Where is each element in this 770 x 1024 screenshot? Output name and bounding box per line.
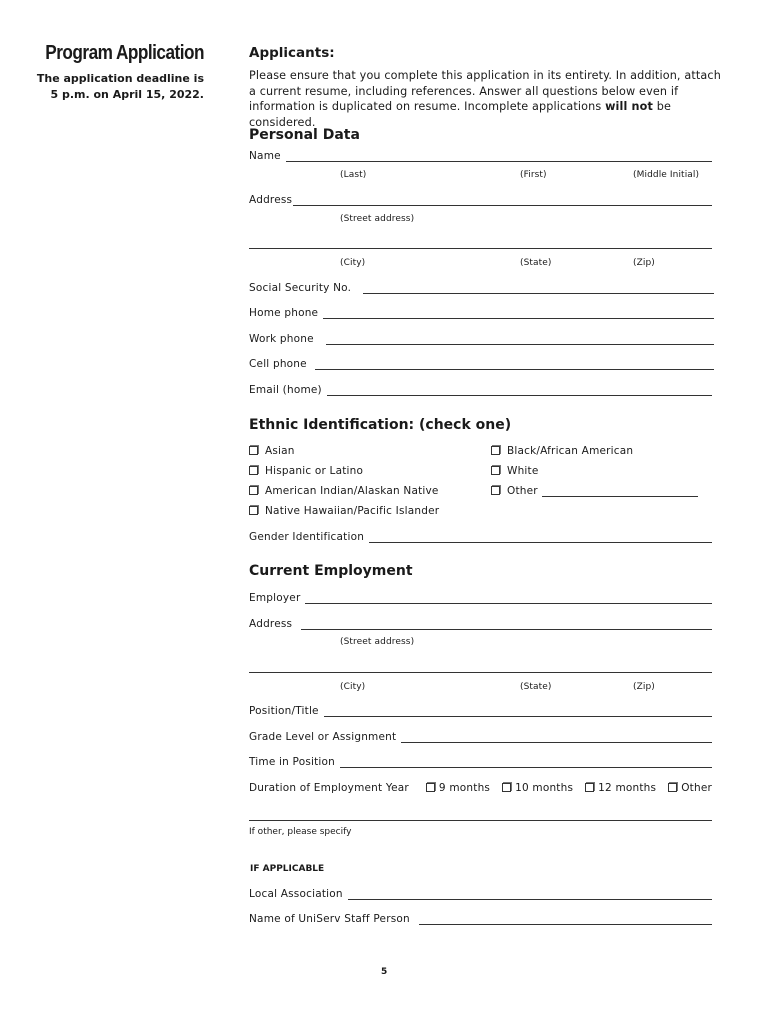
- home-phone-field[interactable]: [249, 307, 714, 319]
- position-line[interactable]: [324, 705, 712, 717]
- checkbox[interactable]: [491, 466, 500, 475]
- other-specify-note: If other, please specify: [249, 827, 352, 837]
- checkbox[interactable]: [585, 783, 594, 792]
- ssn-label: Social Security No.: [249, 282, 352, 294]
- checkbox[interactable]: [249, 506, 258, 515]
- checkbox[interactable]: [426, 783, 435, 792]
- ethnic-option-asian[interactable]: [249, 445, 295, 457]
- ethnic-option-other[interactable]: [491, 485, 698, 497]
- address-field[interactable]: [249, 194, 712, 206]
- position-field[interactable]: [249, 705, 712, 717]
- local-association-label: Local Association: [249, 888, 343, 900]
- sub-zip: (Zip): [633, 258, 655, 268]
- checkbox[interactable]: [491, 446, 500, 455]
- option-label: White: [507, 465, 539, 477]
- home-phone-line[interactable]: [323, 307, 714, 319]
- duration-option-10-months[interactable]: [502, 782, 573, 794]
- local-association-field[interactable]: [249, 888, 712, 900]
- ethnic-option-hispanic[interactable]: [249, 465, 363, 477]
- option-label: Other: [507, 485, 538, 497]
- checkbox[interactable]: [249, 466, 258, 475]
- name-label: Name: [249, 150, 281, 162]
- employer-label: Employer: [249, 592, 301, 604]
- checkbox[interactable]: [249, 486, 258, 495]
- duration-option-9-months[interactable]: [426, 782, 490, 794]
- grade-field[interactable]: [249, 731, 712, 743]
- ssn-line[interactable]: [363, 282, 714, 294]
- work-phone-line[interactable]: [326, 333, 714, 345]
- emp-city-state-zip-line[interactable]: [249, 672, 712, 673]
- ethnic-option-white[interactable]: [491, 465, 539, 477]
- sub-street-address: (Street address): [340, 214, 415, 224]
- option-label: Asian: [265, 445, 295, 457]
- ethnic-option-black[interactable]: [491, 445, 633, 457]
- work-phone-field[interactable]: [249, 333, 714, 345]
- emp-sub-zip: (Zip): [633, 682, 655, 692]
- employment-heading: Current Employment: [249, 563, 413, 579]
- uniserv-line[interactable]: [419, 913, 712, 925]
- local-association-line[interactable]: [348, 888, 712, 900]
- name-field[interactable]: [249, 150, 712, 162]
- sub-last: (Last): [340, 170, 367, 180]
- checkbox[interactable]: [491, 486, 500, 495]
- grade-line[interactable]: [401, 731, 712, 743]
- time-label: Time in Position: [249, 756, 336, 768]
- position-label: Position/Title: [249, 705, 319, 717]
- option-label: 12 months: [598, 782, 657, 794]
- intro-text: Please ensure that you complete this application in its entirety. In addition, attach a current resume, including references. Answer all questions below even if information is duplicated on resume. Incomplete applications: [249, 69, 721, 113]
- duration-option-12-months[interactable]: [585, 782, 656, 794]
- duration-option-other[interactable]: [668, 782, 712, 794]
- cell-phone-line[interactable]: [315, 358, 714, 370]
- address-label: Address: [249, 194, 293, 206]
- gender-label: Gender Identification: [249, 531, 365, 543]
- option-label: Other: [681, 782, 713, 794]
- email-field[interactable]: [249, 384, 712, 396]
- email-label: Email (home): [249, 384, 322, 396]
- gender-field[interactable]: [249, 531, 712, 543]
- employer-line[interactable]: [305, 592, 712, 604]
- emp-sub-street-address: (Street address): [340, 637, 415, 647]
- sidebar: [14, 42, 204, 103]
- page-number: 5: [381, 967, 388, 977]
- option-label: Hispanic or Latino: [265, 465, 364, 477]
- sub-city: (City): [340, 258, 366, 268]
- city-state-zip-line[interactable]: [249, 248, 712, 249]
- intro-text-end: be considered.: [249, 100, 671, 129]
- applicants-heading: Applicants:: [249, 45, 335, 61]
- cell-phone-field[interactable]: [249, 358, 714, 370]
- grade-label: Grade Level or Assignment: [249, 731, 397, 743]
- sub-first: (First): [520, 170, 547, 180]
- emp-sub-state: (State): [520, 682, 552, 692]
- employer-field[interactable]: [249, 592, 712, 604]
- option-label: Black/African American: [507, 445, 634, 457]
- ethnic-option-native-hawaiian[interactable]: [249, 505, 439, 517]
- checkbox[interactable]: [249, 446, 258, 455]
- other-ethnic-line[interactable]: [542, 485, 698, 497]
- cell-phone-label: Cell phone: [249, 358, 307, 370]
- applicants-intro: [249, 68, 729, 130]
- deadline-line-2: 5 p.m. on April 15, 2022.: [50, 88, 204, 101]
- work-phone-label: Work phone: [249, 333, 314, 345]
- personal-data-heading: Personal Data: [249, 127, 360, 143]
- sub-middle-initial: (Middle Initial): [633, 170, 700, 180]
- ethnic-option-american-indian[interactable]: [249, 485, 439, 497]
- employment-address-line[interactable]: [301, 618, 712, 630]
- duration-field: [249, 782, 712, 794]
- address-line[interactable]: [293, 194, 712, 206]
- other-duration-line[interactable]: [249, 820, 712, 821]
- uniserv-field[interactable]: [249, 913, 712, 925]
- name-line[interactable]: [286, 150, 712, 162]
- sub-state: (State): [520, 258, 552, 268]
- time-line[interactable]: [340, 756, 712, 768]
- checkbox[interactable]: [502, 783, 511, 792]
- employment-address-label: Address: [249, 618, 293, 630]
- deadline-line-1: The application deadline is: [36, 72, 204, 85]
- time-in-position-field[interactable]: [249, 756, 712, 768]
- intro-emphasis: will not: [605, 100, 653, 113]
- checkbox[interactable]: [668, 783, 677, 792]
- email-line[interactable]: [327, 384, 712, 396]
- gender-line[interactable]: [369, 531, 712, 543]
- option-label: 9 months: [438, 782, 491, 794]
- deadline-note: [14, 71, 204, 103]
- ethnic-heading: Ethnic Identification: (check one): [249, 417, 512, 433]
- ssn-field[interactable]: [249, 282, 714, 294]
- uniserv-label: Name of UniServ Staff Person: [249, 913, 410, 925]
- option-label: 10 months: [515, 782, 574, 794]
- option-label: American Indian/Alaskan Native: [265, 485, 439, 497]
- page-title: Program Application: [45, 42, 204, 64]
- employment-address-field[interactable]: [249, 618, 712, 630]
- option-label: Native Hawaiian/Pacific Islander: [265, 505, 440, 517]
- home-phone-label: Home phone: [249, 307, 319, 319]
- duration-label: Duration of Employment Year: [249, 782, 409, 794]
- if-applicable-heading: IF APPLICABLE: [250, 864, 325, 874]
- emp-sub-city: (City): [340, 682, 366, 692]
